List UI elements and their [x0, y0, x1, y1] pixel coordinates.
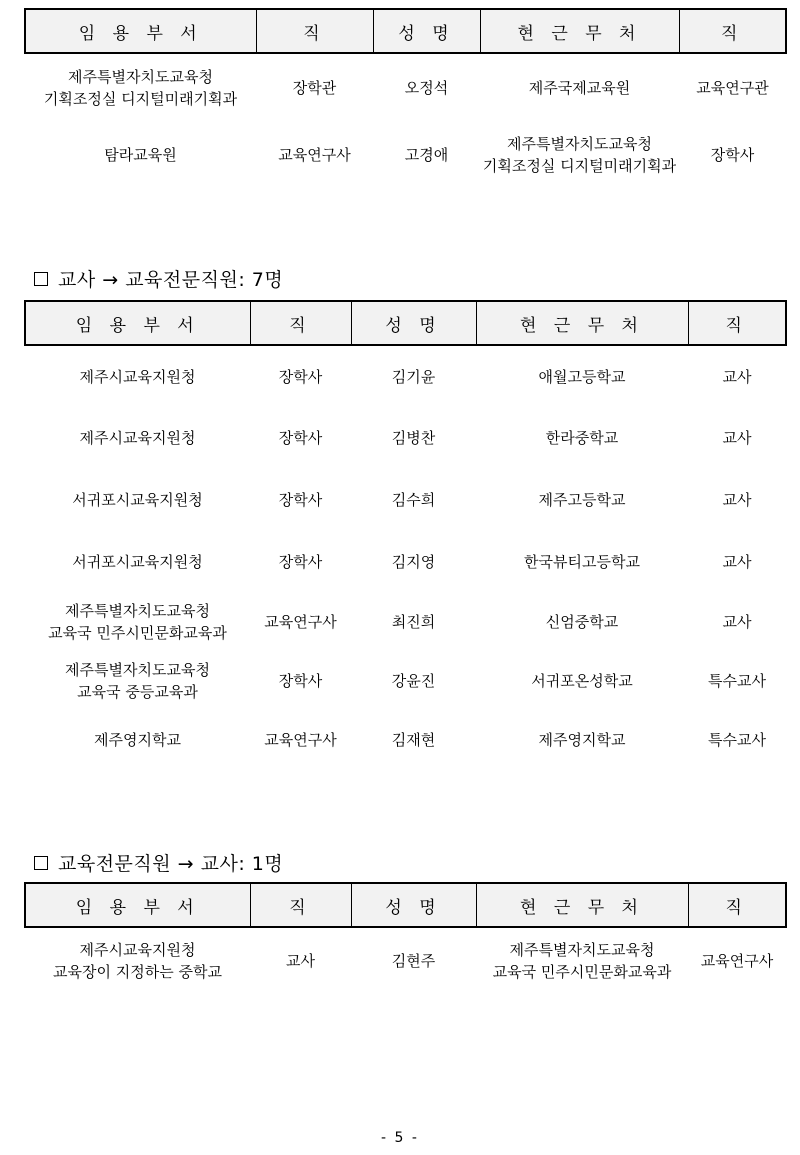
cell-position: 장학사 — [278, 672, 323, 690]
header-current-workplace: 현 근 무 처 — [476, 883, 688, 927]
cell-position: 장학사 — [278, 553, 323, 571]
cell-current-workplace: 한국뷰티고등학교 — [524, 553, 640, 571]
cell-current-workplace: 제주특별자치도교육청 교육국 민주시민문화교육과 — [492, 940, 672, 981]
cell-department: 제주시교육지원청 — [79, 367, 196, 386]
cell-position: 교사 — [286, 951, 315, 970]
cell-name: 김재현 — [391, 731, 436, 749]
cell-name: 김기윤 — [391, 367, 436, 386]
header-department: 임 용 부 서 — [25, 883, 250, 927]
cell-current-workplace: 제주영지학교 — [538, 731, 626, 749]
header-position: 직 — [256, 9, 373, 53]
cell-current-position: 특수교사 — [708, 672, 766, 690]
table-row — [25, 531, 786, 593]
cell-current-position: 교사 — [722, 491, 752, 509]
cell-current-position: 교육연구관 — [696, 78, 769, 97]
cell-name: 김병찬 — [391, 429, 436, 447]
table-3 — [24, 882, 787, 993]
table-3-header — [25, 883, 786, 927]
cell-current-workplace: 제주특별자치도교육청 기획조정실 디지털미래기획과 — [482, 135, 677, 175]
header-department: 임 용 부 서 — [25, 9, 256, 53]
section-2-title — [34, 265, 283, 292]
header-current-workplace: 현 근 무 처 — [476, 301, 688, 345]
cell-current-position: 교사 — [722, 613, 752, 631]
table-1-header — [25, 9, 786, 53]
table-row — [25, 53, 786, 121]
table-row — [25, 593, 786, 651]
cell-name: 김현주 — [391, 951, 436, 970]
cell-department: 제주특별자치도교육청 교육국 중등교육과 — [65, 661, 210, 701]
cell-name: 김수희 — [391, 491, 436, 509]
cell-department: 서귀포시교육지원청 — [72, 553, 203, 571]
cell-current-workplace: 제주고등학교 — [538, 491, 626, 509]
table-2 — [24, 300, 787, 769]
cell-position: 교육연구사 — [278, 146, 351, 164]
checkbox-square-icon — [34, 856, 48, 870]
cell-position: 장학사 — [278, 367, 323, 386]
table-row — [25, 711, 786, 769]
section-2-title-text: 교사 → 교육전문직원: 7명 — [58, 269, 284, 291]
cell-name: 김지영 — [391, 553, 436, 571]
table-row — [25, 345, 786, 407]
checkbox-square-icon — [34, 272, 48, 286]
header-department: 임 용 부 서 — [25, 301, 250, 345]
cell-department: 서귀포시교육지원청 — [72, 491, 203, 509]
cell-position: 장학사 — [278, 491, 323, 509]
page-number: - 5 - — [381, 1130, 419, 1146]
cell-current-position: 교육연구사 — [700, 951, 774, 970]
header-current-position: 직 — [679, 9, 786, 53]
header-position: 직 — [250, 301, 351, 345]
header-position: 직 — [250, 883, 351, 927]
cell-current-position: 장학사 — [710, 146, 755, 164]
table-row — [25, 469, 786, 531]
header-name: 성 명 — [351, 883, 476, 927]
table-1 — [24, 8, 787, 189]
header-current-workplace: 현 근 무 처 — [480, 9, 679, 53]
section-3-title-text: 교육전문직원 → 교사: 1명 — [58, 853, 284, 875]
cell-current-position: 특수교사 — [708, 731, 766, 749]
cell-position: 교육연구사 — [264, 731, 337, 749]
cell-department: 제주시교육지원청 — [79, 429, 196, 447]
table-2-header — [25, 301, 786, 345]
cell-position: 교육연구사 — [264, 613, 337, 631]
cell-department: 제주특별자치도교육청 교육국 민주시민문화교육과 — [48, 602, 227, 642]
table-row — [25, 927, 786, 993]
header-current-position: 직 — [688, 883, 786, 927]
cell-current-workplace: 신엄중학교 — [545, 613, 619, 631]
table-row — [25, 121, 786, 189]
cell-current-workplace: 제주국제교육원 — [528, 78, 631, 97]
cell-current-position: 교사 — [722, 429, 752, 447]
cell-department: 제주시교육지원청 교육장이 지정하는 중학교 — [53, 940, 222, 981]
cell-name: 최진희 — [391, 613, 436, 631]
section-3-title — [34, 849, 283, 876]
cell-current-workplace: 서귀포온성학교 — [531, 672, 633, 690]
header-name: 성 명 — [373, 9, 480, 53]
cell-position: 장학사 — [278, 429, 323, 447]
cell-department: 탐라교육원 — [104, 146, 177, 164]
header-name: 성 명 — [351, 301, 476, 345]
cell-name: 강윤진 — [391, 672, 436, 690]
cell-position: 장학관 — [292, 78, 337, 97]
cell-current-workplace: 한라중학교 — [545, 429, 619, 447]
cell-current-position: 교사 — [722, 367, 752, 386]
cell-name: 고경애 — [404, 146, 449, 164]
table-row — [25, 407, 786, 469]
cell-name: 오정석 — [404, 78, 449, 97]
cell-current-position: 교사 — [722, 553, 752, 571]
cell-department: 제주영지학교 — [94, 731, 181, 749]
cell-current-workplace: 애월고등학교 — [538, 367, 626, 386]
cell-department: 제주특별자치도교육청 기획조정실 디지털미래기획과 — [43, 67, 238, 108]
header-current-position: 직 — [688, 301, 786, 345]
table-row — [25, 651, 786, 711]
